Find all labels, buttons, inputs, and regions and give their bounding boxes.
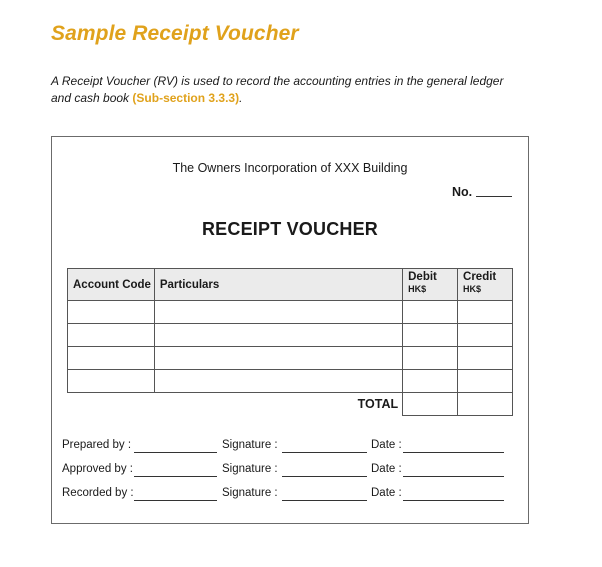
date-field[interactable]	[403, 476, 504, 477]
currency-label: HK$	[408, 284, 427, 294]
page-title: Sample Receipt Voucher	[51, 22, 299, 45]
column-header-particulars	[154, 269, 402, 301]
total-debit-cell[interactable]	[403, 393, 458, 416]
column-header-debit	[403, 269, 458, 301]
signature-field[interactable]	[282, 452, 367, 453]
signature-field[interactable]	[282, 476, 367, 477]
approved-by-field[interactable]	[134, 476, 217, 477]
column-label: Particulars	[159, 278, 220, 291]
signature-label: Signature :	[222, 487, 278, 499]
signature-label: Signature :	[222, 439, 278, 451]
recorded-by-field[interactable]	[134, 500, 217, 501]
voucher-number-label: No.	[452, 185, 473, 199]
subsection-reference: (Sub-section 3.3.3)	[132, 90, 240, 105]
debit-cell[interactable]	[403, 347, 458, 370]
debit-cell[interactable]	[403, 370, 458, 393]
particulars-cell[interactable]	[154, 370, 402, 393]
column-label: Debit	[408, 271, 437, 283]
date-field[interactable]	[403, 452, 504, 453]
date-field[interactable]	[403, 500, 504, 501]
particulars-cell[interactable]	[154, 347, 402, 370]
table-row	[68, 301, 513, 324]
table-row	[68, 370, 513, 393]
total-row	[68, 393, 513, 416]
column-label: Credit	[463, 271, 497, 283]
credit-cell[interactable]	[458, 324, 513, 347]
account-code-cell[interactable]	[68, 347, 155, 370]
intro-paragraph	[51, 73, 521, 106]
total-label: TOTAL	[154, 393, 402, 416]
organization-name: The Owners Incorporation of XXX Building	[172, 161, 408, 175]
table-header-row	[68, 269, 513, 301]
table-row	[68, 324, 513, 347]
signature-field[interactable]	[282, 500, 367, 501]
credit-cell[interactable]	[458, 347, 513, 370]
receipt-voucher-form	[51, 136, 529, 524]
approved-by-label: Approved by :	[62, 463, 133, 475]
date-label: Date :	[371, 463, 402, 475]
table-row	[68, 347, 513, 370]
account-code-cell[interactable]	[68, 324, 155, 347]
column-header-credit	[458, 269, 513, 301]
currency-label: HK$	[463, 284, 482, 294]
particulars-cell[interactable]	[154, 301, 402, 324]
intro-text: A Receipt Voucher (RV) is used to record the accounting entries in the general ledger and cash book	[51, 74, 504, 105]
prepared-by-label: Prepared by :	[62, 439, 132, 451]
voucher-number-field[interactable]	[476, 196, 512, 197]
credit-cell[interactable]	[458, 301, 513, 324]
column-header-account-code	[68, 269, 155, 301]
voucher-heading: RECEIPT VOUCHER	[201, 219, 379, 239]
column-label: Account Code	[73, 278, 151, 291]
particulars-cell[interactable]	[154, 324, 402, 347]
prepared-by-field[interactable]	[134, 452, 217, 453]
recorded-by-label: Recorded by :	[62, 487, 134, 499]
blank-cell	[68, 393, 155, 416]
total-credit-cell[interactable]	[458, 393, 513, 416]
signature-label: Signature :	[222, 463, 278, 475]
date-label: Date :	[371, 487, 402, 499]
voucher-table	[67, 268, 513, 416]
intro-end: .	[239, 90, 243, 105]
account-code-cell[interactable]	[68, 370, 155, 393]
date-label: Date :	[371, 439, 402, 451]
account-code-cell[interactable]	[68, 301, 155, 324]
debit-cell[interactable]	[403, 301, 458, 324]
debit-cell[interactable]	[403, 324, 458, 347]
credit-cell[interactable]	[458, 370, 513, 393]
